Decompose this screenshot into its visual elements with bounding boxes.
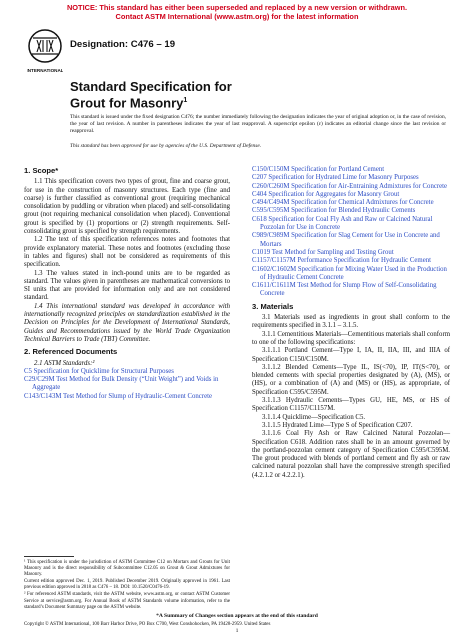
- reference-link-c595[interactable]: C595/C595M Specification for Blended Hydraulic Cements: [252, 207, 416, 215]
- dod-approval-note: This standard has been approved for use by agencies of the U.S. Department of Defense.: [70, 143, 262, 149]
- footnote-2: ² For referenced ASTM standards, visit the ASTM website, www.astm.org, or contact ASTM Customer Service at service@astm.org. For Annual Book of ASTM Standards volume information, refer to the standard’s Document Summary page on the ASTM website.: [24, 592, 230, 610]
- copyright-line: Copyright © ASTM International, 100 Barr Harbor Drive, PO Box C700, West Conshohocken, PA 19428-2959. United States: [24, 622, 271, 627]
- designation: Designation: C476 – 19: [70, 39, 176, 50]
- footnotes: [24, 560, 230, 612]
- astm-logo: [27, 28, 63, 76]
- reference-link-c404[interactable]: C404 Specification for Aggregates for Masonry Grout: [252, 190, 400, 198]
- materials-3-1-1-1: 3.1.1.1 Portland Cement—Type I, IA, II, IIA, III, and IIIA of Specification C150/C150M.: [252, 347, 450, 363]
- issue-note: This standard is issued under the fixed designation C476; the number immediately following the designation indicates the year of original adoption or, in the case of revision, the year of last revision. A number in parentheses indicates the year of last reapproval. A superscript epsilon (ε) indicates an editorial change since the last revision or reapproval.: [70, 114, 446, 134]
- materials-heading: 3. Materials: [252, 301, 294, 311]
- right-column: [252, 166, 450, 480]
- page-number: 1: [235, 628, 239, 634]
- reference-link-c989[interactable]: C989/C989M Specification for Slag Cement for Use in Concrete and Mortars: [252, 232, 440, 248]
- materials-3-1-1: 3.1.1 Cementitious Materials—Cementitious materials shall conform to one of the following specifications:: [252, 330, 450, 346]
- reference-link-c143[interactable]: C143/C143M Test Method for Slump of Hydraulic-Cement Concrete: [24, 392, 212, 400]
- reference-link-c1602[interactable]: C1602/C1602M Specification for Mixing Water Used in the Production of Hydraulic Cement Concrete: [252, 265, 447, 281]
- footnote-divider: [24, 556, 74, 557]
- reference-link-c207[interactable]: C207 Specification for Hydrated Lime for Masonry Purposes: [252, 174, 419, 182]
- notice-line-2: Contact ASTM International (www.astm.org) for the latest information: [115, 12, 359, 21]
- withdrawn-notice-banner: [0, 3, 474, 21]
- scope-1-1: 1.1 This specification covers two types of grout, fine and coarse grout, for use in the construction of masonry structures. Each type (fine and coarse) is further classified as conventional grout (requiring mechanical consolidation by puddling or vibration when placed) and self-consolidating grout (not requiring mechanical consolidation when placed). Conventional grout is specified by (1) proportions or (2) strength requirements. Self-consolidating grout is specified by strength requirements.: [24, 178, 230, 236]
- reference-link-c5[interactable]: C5 Specification for Quicklime for Structural Purposes: [24, 367, 174, 375]
- scope-1-3: 1.3 The values stated in inch-pound units are to be regarded as standard. The values given in parentheses are mathematical conversions to SI units that are provided for information only and are not considered standard.: [24, 269, 230, 302]
- materials-3-1-1-2: 3.1.1.2 Blended Cements—Type IL, IS(<70), IP, IT(S<70), or blended cements with special properties designated by (A), (MS), or (HS), or a combination of (A) and (MS) or (HS), as appropriate, of Specification C595/C595M.: [252, 363, 450, 396]
- reference-link-c1019[interactable]: C1019 Test Method for Sampling and Testing Grout: [252, 248, 394, 256]
- reference-link-c260[interactable]: C260/C260M Specification for Air-Entraining Admixtures for Concrete: [252, 182, 448, 190]
- footnote-1-edition: Current edition approved Dec. 1, 2019. Published December 2019. Originally approved in 1961. Last previous edition approved in 2018 as C476 – 18. DOI: 10.1520/C0476-19.: [24, 579, 230, 591]
- materials-3-1: 3.1 Materials used as ingredients in grout shall conform to the requirements specified in 3.1.1 – 3.1.5.: [252, 314, 450, 330]
- notice-line-1: NOTICE: This standard has either been superseded and replaced by a new version or withdrawn.: [66, 3, 408, 12]
- astm-standards-label: 2.1 ASTM Standards:²: [34, 359, 95, 367]
- materials-3-1-1-3: 3.1.1.3 Hydraulic Cements—Types GU, HE, MS, or HS of Specification C1157/C1157M.: [252, 397, 450, 413]
- left-column: [24, 163, 230, 401]
- title-main: Grout for Masonry: [70, 95, 184, 111]
- logo-caption: INTERNATIONAL: [27, 68, 63, 73]
- page-title: [70, 80, 232, 110]
- right-reference-list: [252, 166, 450, 299]
- title-line-2: [70, 94, 232, 110]
- reference-link-c494[interactable]: C494/C494M Specification for Chemical Admixtures for Concrete: [252, 199, 434, 207]
- title-footnote-mark: 1: [183, 97, 188, 104]
- left-reference-list: [24, 368, 230, 401]
- materials-3-1-1-5: 3.1.1.5 Hydrated Lime—Type S of Specification C207.: [262, 421, 413, 429]
- scope-heading: 1. Scope*: [24, 166, 59, 175]
- summary-of-changes-note: *A Summary of Changes section appears at the end of this standard: [156, 613, 318, 619]
- title-line-1: Standard Specification for: [70, 79, 232, 94]
- scope-1-4: 1.4 This international standard was developed in accordance with internationally recognized principles on standardization established in the Decision on Principles for the Development of International Standards, Guides and Recommendations issued by the World Trade Organization Technical Barriers to Trade (TBT) Committee.: [24, 302, 230, 343]
- reference-link-c1157[interactable]: C1157/C1157M Performance Specification for Hydraulic Cement: [252, 257, 432, 265]
- scope-1-2: 1.2 The text of this specification references notes and footnotes that provide explanatory material. These notes and footnotes (excluding those in tables and figures) shall not be considered as requirements of this specification.: [24, 236, 230, 269]
- referenced-documents-heading: 2. Referenced Documents: [24, 347, 118, 357]
- astm-logo-icon: [27, 28, 63, 76]
- reference-link-c618[interactable]: C618 Specification for Coal Fly Ash and Raw or Calcined Natural Pozzolan for Use in Concrete: [252, 215, 433, 232]
- footnote-1: ¹ This specification is under the jurisdiction of ASTM Committee C12 on Mortars and Grouts for Unit Masonry and is the direct responsibility of Subcommittee C12.05 on Grout & Grout Admixtures for Masonry.: [24, 560, 230, 578]
- materials-3-1-1-4: 3.1.1.4 Quicklime—Specification C5.: [262, 413, 366, 421]
- reference-link-c29[interactable]: C29/C29M Test Method for Bulk Density (“Unit Weight”) and Voids in Aggregate: [24, 376, 219, 392]
- materials-3-1-1-6: 3.1.1.6 Coal Fly Ash or Raw Calcined Natural Pozzolan—Specification C618. Addition rates shall be in an amount governed by the portland-pozzolan cement category of Specification C595/C595M. The grout produced with blends of portland cement and fly ash or raw calcined natural pozzolan shall have the compressive strength specified (4.2.1.2 or 4.2.2.1).: [252, 430, 450, 479]
- reference-link-c1611[interactable]: C1611/C1611M Test Method for Slump Flow of Self-Consolidating Concrete: [252, 282, 437, 298]
- reference-link-c150[interactable]: C150/C150M Specification for Portland Cement: [252, 166, 385, 173]
